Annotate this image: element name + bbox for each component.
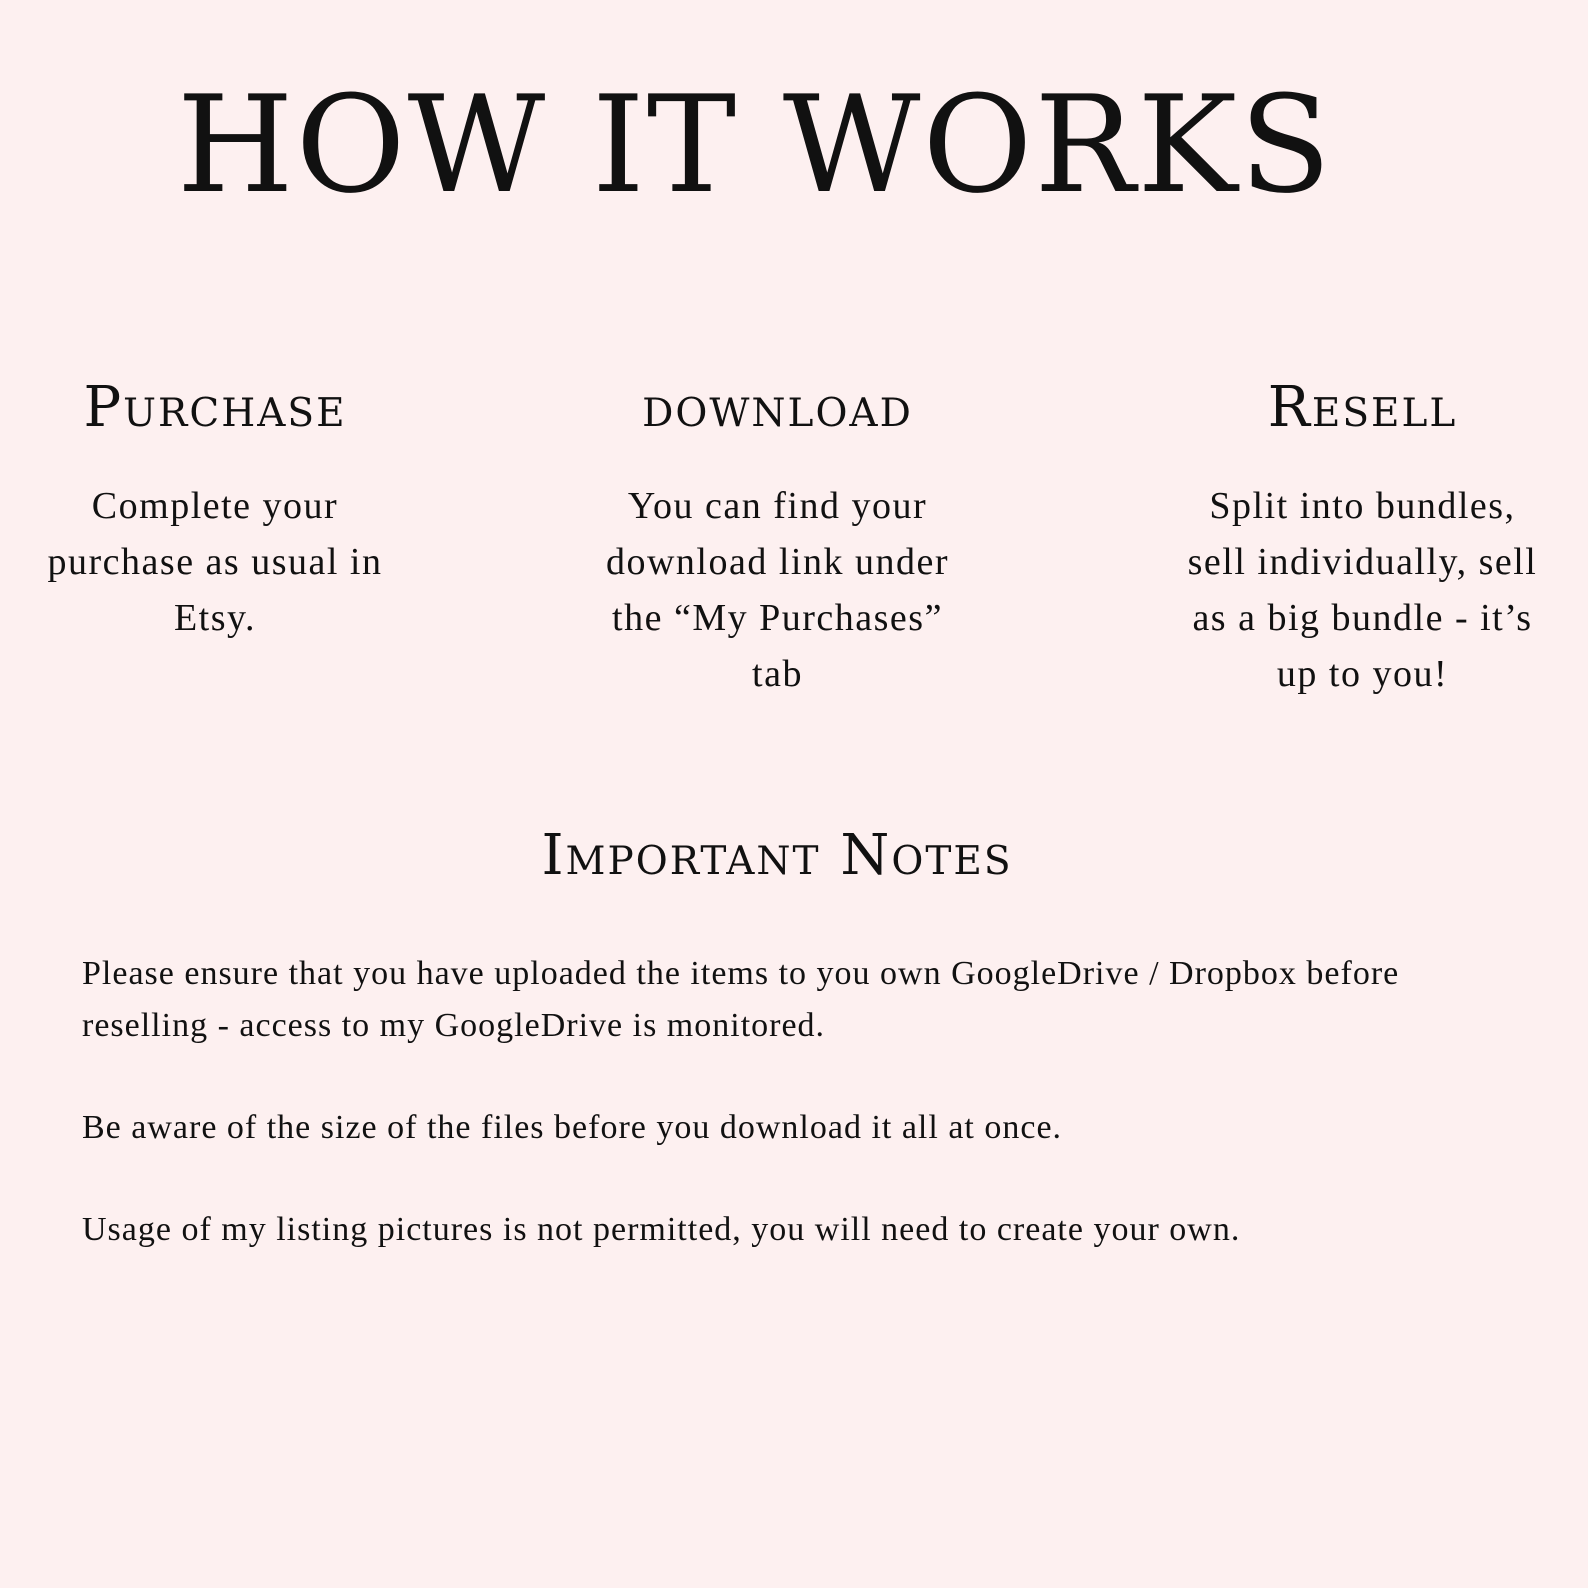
step-description: You can find your download link under the “My Purchases” tab bbox=[605, 485, 949, 695]
note-item: Please ensure that you have uploaded the items to you own GoogleDrive / Dropbox before reselling - access to my GoogleDrive is monitored. bbox=[82, 955, 1400, 1044]
step-title: Purchase bbox=[83, 375, 347, 440]
step-download bbox=[585, 375, 970, 702]
step-purchase bbox=[30, 375, 400, 646]
step-resell bbox=[1175, 375, 1550, 702]
step-title: download bbox=[642, 375, 913, 440]
page-title: HOW IT WORKS bbox=[176, 67, 1334, 223]
notes-list bbox=[82, 948, 1512, 1306]
step-description: Split into bundles, sell individually, sell as a big bundle - it’s up to you! bbox=[1187, 485, 1538, 695]
note-item: Be aware of the size of the files before you download it all at once. bbox=[82, 1109, 1063, 1146]
note-item: Usage of my listing pictures is not permitted, you will need to create your own. bbox=[82, 1211, 1241, 1248]
step-description: Complete your purchase as usual in Etsy. bbox=[47, 485, 383, 639]
step-title: Resell bbox=[1267, 375, 1458, 440]
notes-title: Important Notes bbox=[541, 823, 1013, 888]
